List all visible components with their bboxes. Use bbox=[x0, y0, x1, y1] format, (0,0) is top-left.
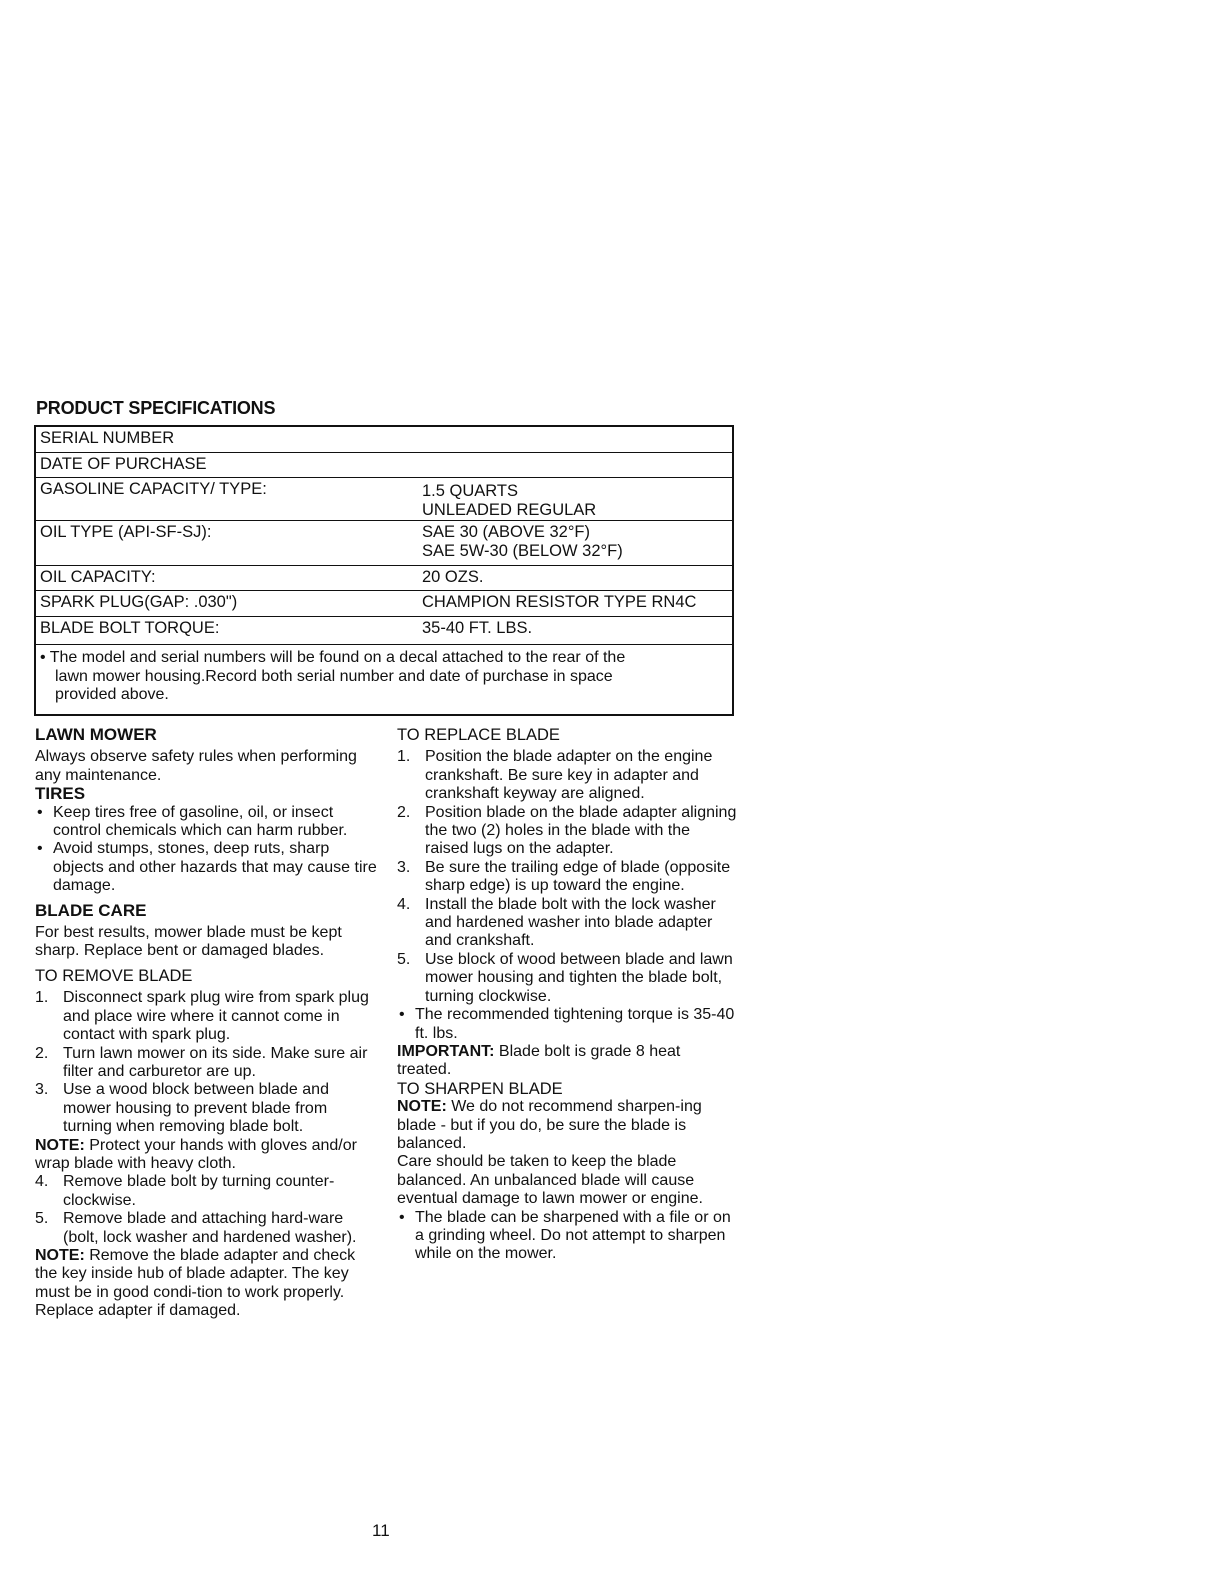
spec-value bbox=[422, 523, 623, 561]
step-text: Be sure the trailing edge of blade (opposite sharp edge) is up toward the engine. bbox=[425, 858, 731, 895]
spec-value-line: 35-40 FT. LBS. bbox=[422, 619, 533, 637]
spec-row-serial bbox=[36, 427, 732, 453]
note-text: Protect your hands with gloves and/or wrap blade with heavy cloth. bbox=[35, 1136, 357, 1172]
sharpen-blade-heading: TO SHARPEN BLADE bbox=[397, 1079, 563, 1098]
step-number: 4. bbox=[35, 1173, 49, 1191]
step-number: 1. bbox=[35, 989, 49, 1007]
note-gloves bbox=[35, 1137, 380, 1174]
important-text: Blade bolt is grade 8 heat treated. bbox=[397, 1042, 681, 1079]
note-sharpen bbox=[397, 1098, 737, 1153]
spec-row-date bbox=[36, 453, 732, 478]
right-column bbox=[397, 726, 737, 1264]
spec-label: BLADE BOLT TORQUE: bbox=[40, 619, 220, 637]
bullet-text: The blade can be sharpened with a file or on a grinding wheel. Do not attempt to sharpen while on the mower. bbox=[415, 1208, 731, 1263]
note-text: We do not recommend sharpen-ing blade - but if you do, be sure the blade is balanced. bbox=[397, 1098, 702, 1152]
spec-label: GASOLINE CAPACITY/ TYPE: bbox=[40, 480, 267, 498]
step-text: Install the blade bolt with the lock washer and hardened washer into blade adapter and crankshaft. bbox=[425, 895, 716, 950]
step-number: 4. bbox=[397, 895, 411, 913]
step-number: 5. bbox=[397, 950, 411, 968]
spec-row-gasoline bbox=[36, 478, 732, 521]
note-label: NOTE: bbox=[35, 1246, 85, 1264]
list-item bbox=[35, 1173, 380, 1210]
spec-label: SPARK PLUG(GAP: .030") bbox=[40, 593, 238, 611]
step-text: Position blade on the blade adapter aligning the two (2) holes in the blade with the raised lugs on the adapter. bbox=[425, 803, 737, 858]
list-item bbox=[397, 804, 737, 859]
spec-note-line: • The model and serial numbers will be found on a decal attached to the rear of the bbox=[40, 649, 626, 666]
list-item bbox=[35, 840, 380, 895]
list-item bbox=[35, 804, 380, 841]
step-text: Remove blade bolt by turning counter-clockwise. bbox=[63, 1173, 335, 1209]
list-item bbox=[35, 1210, 380, 1247]
list-item bbox=[397, 1006, 737, 1043]
bullet-text: The recommended tightening torque is 35-40 ft. lbs. bbox=[415, 1006, 735, 1042]
list-item bbox=[397, 1209, 737, 1264]
step-text: Use a wood block between blade and mower housing to prevent blade from turning when removing blade bolt. bbox=[63, 1081, 329, 1136]
step-number: 3. bbox=[397, 858, 411, 876]
spec-value-line: SAE 30 (ABOVE 32°F) bbox=[422, 523, 590, 541]
bullet-icon: • bbox=[37, 803, 43, 821]
spec-value bbox=[422, 482, 596, 520]
list-item bbox=[397, 748, 737, 803]
bullet-icon: • bbox=[399, 1006, 405, 1024]
step-number: 1. bbox=[397, 748, 411, 766]
list-item bbox=[35, 1081, 380, 1136]
spec-value-line: 20 OZS. bbox=[422, 568, 484, 586]
note-label: NOTE: bbox=[397, 1098, 447, 1116]
spec-row-spark-plug bbox=[36, 591, 732, 617]
left-column bbox=[35, 726, 380, 1321]
list-item bbox=[397, 859, 737, 896]
spec-label: OIL CAPACITY: bbox=[40, 568, 156, 586]
step-text: Use block of wood between blade and lawn mower housing and tighten the blade bolt, turning clockwise. bbox=[425, 950, 733, 1005]
replace-blade-heading: TO REPLACE BLADE bbox=[397, 726, 560, 744]
spec-value-line: CHAMPION RESISTOR TYPE RN4C bbox=[422, 593, 697, 611]
list-item bbox=[397, 896, 737, 951]
lawn-mower-heading: LAWN MOWER bbox=[35, 725, 157, 744]
page-number: 11 bbox=[372, 1521, 390, 1540]
step-number: 3. bbox=[35, 1081, 49, 1099]
tires-heading: TIRES bbox=[35, 784, 86, 804]
blade-care-heading: BLADE CARE bbox=[35, 900, 147, 920]
bullet-icon: • bbox=[399, 1208, 405, 1226]
step-number: 5. bbox=[35, 1210, 49, 1228]
spec-note-line: lawn mower housing.Record both serial number and date of purchase in space bbox=[55, 667, 613, 685]
bullet-text: Keep tires free of gasoline, oil, or insect control chemicals which can harm rubber. bbox=[53, 803, 348, 840]
care-text: Care should be taken to keep the blade balanced. An unbalanced blade will cause eventual damage to lawn mower or engine. bbox=[397, 1153, 703, 1208]
spec-label: DATE OF PURCHASE bbox=[40, 455, 207, 473]
spec-value bbox=[422, 568, 483, 587]
important-label: IMPORTANT: bbox=[397, 1042, 495, 1060]
list-item bbox=[35, 1045, 380, 1082]
step-number: 2. bbox=[35, 1044, 49, 1062]
spec-label: OIL TYPE (API-SF-SJ): bbox=[40, 523, 212, 541]
bullet-icon: • bbox=[37, 840, 43, 858]
step-text: Turn lawn mower on its side. Make sure air filter and carburetor are up. bbox=[63, 1044, 368, 1080]
spec-note bbox=[40, 649, 722, 705]
spec-value bbox=[422, 619, 532, 638]
list-item bbox=[397, 951, 737, 1006]
note-adapter bbox=[35, 1247, 380, 1321]
spec-table bbox=[34, 425, 734, 716]
spec-note-line: provided above. bbox=[55, 686, 169, 703]
step-text: Disconnect spark plug wire from spark plug and place wire where it cannot come in contact with spark plug. bbox=[63, 989, 369, 1044]
spec-label: SERIAL NUMBER bbox=[40, 429, 175, 447]
blade-care-text: For best results, mower blade must be kept sharp. Replace bent or damaged blades. bbox=[35, 924, 342, 960]
spec-value-line: SAE 5W-30 (BELOW 32°F) bbox=[422, 542, 623, 560]
important-note bbox=[397, 1043, 737, 1080]
note-label: NOTE: bbox=[35, 1136, 85, 1154]
spec-title: PRODUCT SPECIFICATIONS bbox=[36, 398, 276, 418]
bullet-text: Avoid stumps, stones, deep ruts, sharp objects and other hazards that may cause tire damage. bbox=[53, 840, 377, 895]
lawn-mower-text: Always observe safety rules when performing any maintenance. bbox=[35, 748, 357, 784]
step-text: Remove blade and attaching hard-ware (bolt, lock washer and hardened washer). bbox=[63, 1210, 357, 1246]
spec-value-line: 1.5 QUARTS bbox=[422, 482, 518, 500]
step-number: 2. bbox=[397, 803, 411, 821]
list-item bbox=[35, 989, 380, 1044]
remove-blade-heading: TO REMOVE BLADE bbox=[35, 966, 193, 985]
spec-row-oil-capacity bbox=[36, 566, 732, 591]
step-text: Position the blade adapter on the engine crankshaft. Be sure key in adapter and crankshaft keyway are aligned. bbox=[425, 748, 713, 803]
spec-value bbox=[422, 593, 696, 612]
spec-row-blade-torque bbox=[36, 617, 732, 645]
note-text: Remove the blade adapter and check the key inside hub of blade adapter. The key must be in good condi-tion to work properly. Replace adapter if damaged. bbox=[35, 1246, 356, 1320]
spec-row-oil-type bbox=[36, 521, 732, 566]
spec-value-line: UNLEADED REGULAR bbox=[422, 501, 597, 519]
